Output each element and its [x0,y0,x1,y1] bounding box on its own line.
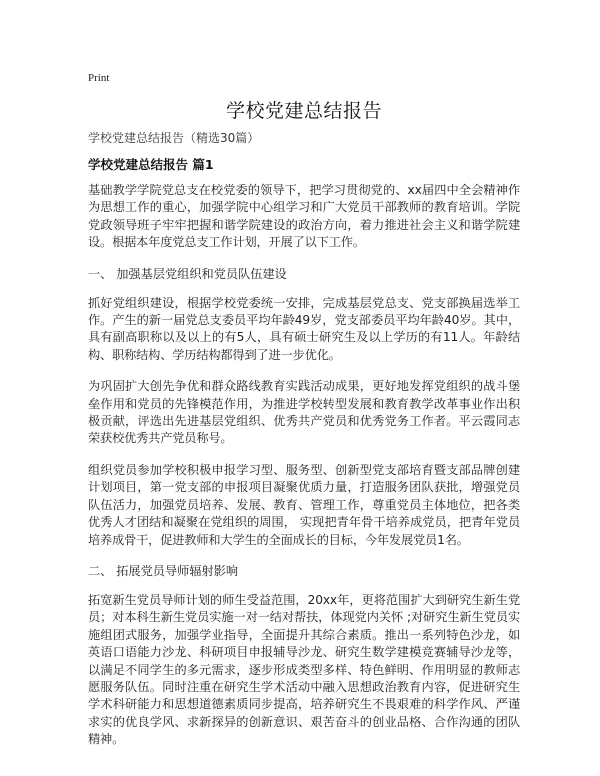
section-1-paragraph-1: 抓好党组织建设，根据学校党委统一安排，完成基层党总支、党支部换届选举工作。产生的新一届党总支委员平均年龄49岁，党支部委员平均年龄40岁。其中，具有副高职称以及以上的有5人，具有硕士研究生及以上学历的有11人。年龄结构、职称结构、学历结构都得到了进一步优化。 [88,295,520,362]
section-2-heading: 二、 拓展党员导师辐射影响 [88,563,239,578]
document-subtitle: 学校党建总结报告（精选30篇） [88,131,260,145]
article-heading: 学校党建总结报告 篇1 [88,157,214,172]
section-1-paragraph-2: 为巩固扩大创先争优和群众路线教育实践活动成果，更好地发挥党组织的战斗堡垒作用和党员的先锋模范作用，为推进学校转型发展和教育教学改革事业作出积极贡献，评选出先进基层党组织、优秀共产党员和优秀党务工作者。平云霞同志荣获校优秀共产党员称号。 [88,379,520,446]
intro-paragraph: 基础教学学院党总支在校党委的领导下，把学习贯彻党的、xx届四中全会精神作为思想工作的重心，加强学院中心组学习和广大党员干部教师的教育培训。学院党政领导班子牢牢把握和谐学院建设的政治方向，着力推进社会主义和谐学院建设。根据本年度党总支工作计划，开展了以下工作。 [88,183,520,250]
document-title: 学校党建总结报告 [225,100,382,122]
document-page [88,70,520,763]
section-1-paragraph-3: 组织党员参加学校积极申报学习型、服务型、创新型党支部培育暨支部品牌创建计划项目，第一党支部的申报项目凝聚优质力量，打造服务团队获批，增强党员队伍活力，加强党员培养、发展、教育、管理工作，尊重党员主体地位，把各类优秀人才团结和凝聚在党组织的周围， 实现把青年骨干培养成党员，把青年党员培养成骨干，促进教师和大学生的全面成长的目标，今年发展党员1名。 [88,462,520,547]
print-label: Print [88,72,110,84]
section-2-paragraph-1: 拓宽新生党员导师计划的师生受益范围，20xx年，更将范围扩大到研究生新生党员；对本科生新生党员实施一对一结对帮扶，体现党内关怀 ;对研究生新生党员实施组团式服务，加强学业指导，全面提升其综合素质。推出一系列特色沙龙，如英语口语能力沙龙、科研项目申报辅导沙龙、研究生数学建模竞赛辅导沙龙等，以满足不同学生的多元需求，逐步形成类型多样、特色鲜明、作用明显的教师志愿服务队伍。同时注重在研究生学术活动中融入思想政治教育内容，促进研究生学术科研能力和思想道德素质同步提高，培养研究生不畏艰难的科学作风、严谨求实的优良学风、求新探异的创新意识、艰苦奋斗的创业品格、合作沟通的团队精神。 [88,592,520,747]
section-1-heading: 一、 加强基层党组织和党员队伍建设 [88,266,287,281]
